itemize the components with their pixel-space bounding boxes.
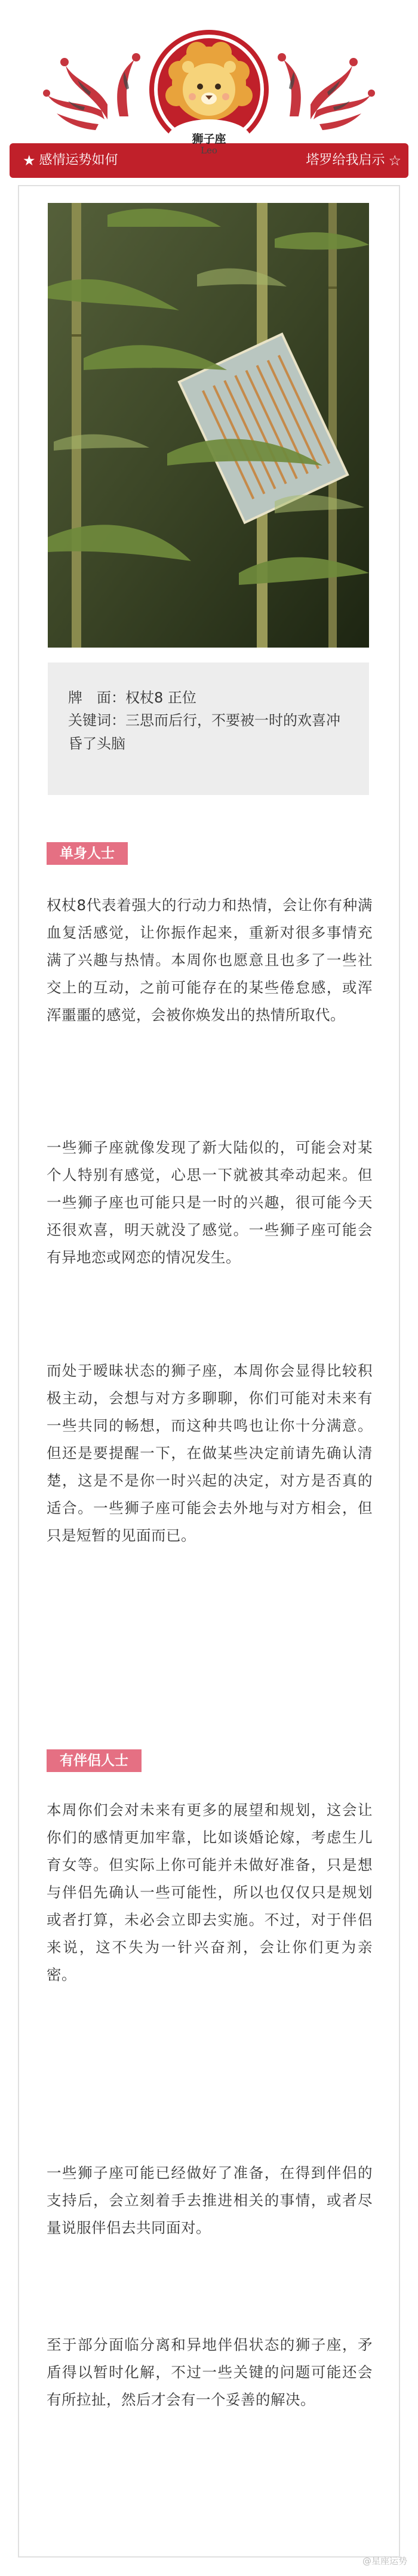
- paragraph: 一些狮子座可能已经做好了准备，在得到伴侣的支持后，会立刻着手去推进相关的事情，或者尽量说服伴侣去共同面对。: [47, 2164, 373, 2236]
- card-keyword-value: 三思而后行，不要被一时的欢喜冲昏了头脑: [68, 712, 340, 752]
- header-left-label: 感情运势如何: [39, 153, 118, 168]
- sign-name: 狮子座: [192, 133, 226, 146]
- card-face-value: 权杖8 正位: [125, 689, 196, 706]
- header: [0, 0, 418, 179]
- watermark: @星座运势: [362, 2556, 407, 2566]
- star-icon: ★: [23, 152, 36, 169]
- card-face-label: 牌 面：: [68, 689, 125, 706]
- sign-subtitle: Leo: [201, 145, 217, 156]
- header-right-label: 塔罗给我启示: [306, 153, 385, 168]
- card-info-box: [48, 663, 369, 795]
- paragraph: 一些狮子座就像发现了新大陆似的，可能会对某个人特别有感觉，心思一下就被其牵动起来。但一些狮子座也可能只是一时的兴趣，很可能今天还很欢喜，明天就没了感觉。一些狮子座可能会有异地恋或网恋的情况发生。: [47, 1139, 373, 1266]
- paragraph: 本周你们会对未来有更多的展望和规划，这会让你们的感情更加牢靠，比如谈婚论嫁，考虑生儿育女等。但实际上你可能并未做好准备，只是想与伴侣先确认一些可能性，所以也仅仅只是规划或者打算，未必会立即去实施。不过，对于伴侣来说，这不失为一针兴奋剂，会让你们更为亲密。: [47, 1801, 373, 1983]
- tarot-photo: [48, 203, 369, 648]
- section-tag-single: 单身人士: [47, 842, 128, 865]
- paragraph: 至于部分面临分离和异地伴侣状态的狮子座，矛盾得以暂时化解，不过一些关键的问题可能还会有所拉扯，然后才会有一个妥善的解决。: [47, 2336, 373, 2408]
- card-face-row: [68, 686, 349, 709]
- card-keyword-row: [68, 709, 349, 755]
- bamboo-card-image: [48, 203, 369, 648]
- paragraph: 权杖8代表着强大的行动力和热情，会让你有种满血复活感觉，让你振作起来，重新对很多事情充满了兴趣与热情。本周你也愿意且也多了一些社交上的互动，之前可能存在的某些倦怠感，或浑浑噩噩的感觉，会被你焕发出的热情所取代。: [47, 896, 373, 1024]
- section-tag-couple: 有伴侣人士: [47, 1749, 142, 1772]
- card-keyword-label: 关键词：: [68, 712, 125, 729]
- paragraph: 而处于暧昧状态的狮子座，本周你会显得比较积极主动，会想与对方多聊聊，你们可能对未来有一些共同的畅想，而这种共鸣也让你十分满意。但还是要提醒一下，在做某些决定前请先确认清楚，这是不是你一时兴起的决定，对方是否真的适合。一些狮子座可能会去外地与对方相会，但只是短暂的见面而已。: [47, 1362, 373, 1544]
- star-outline-icon: ☆: [388, 152, 401, 169]
